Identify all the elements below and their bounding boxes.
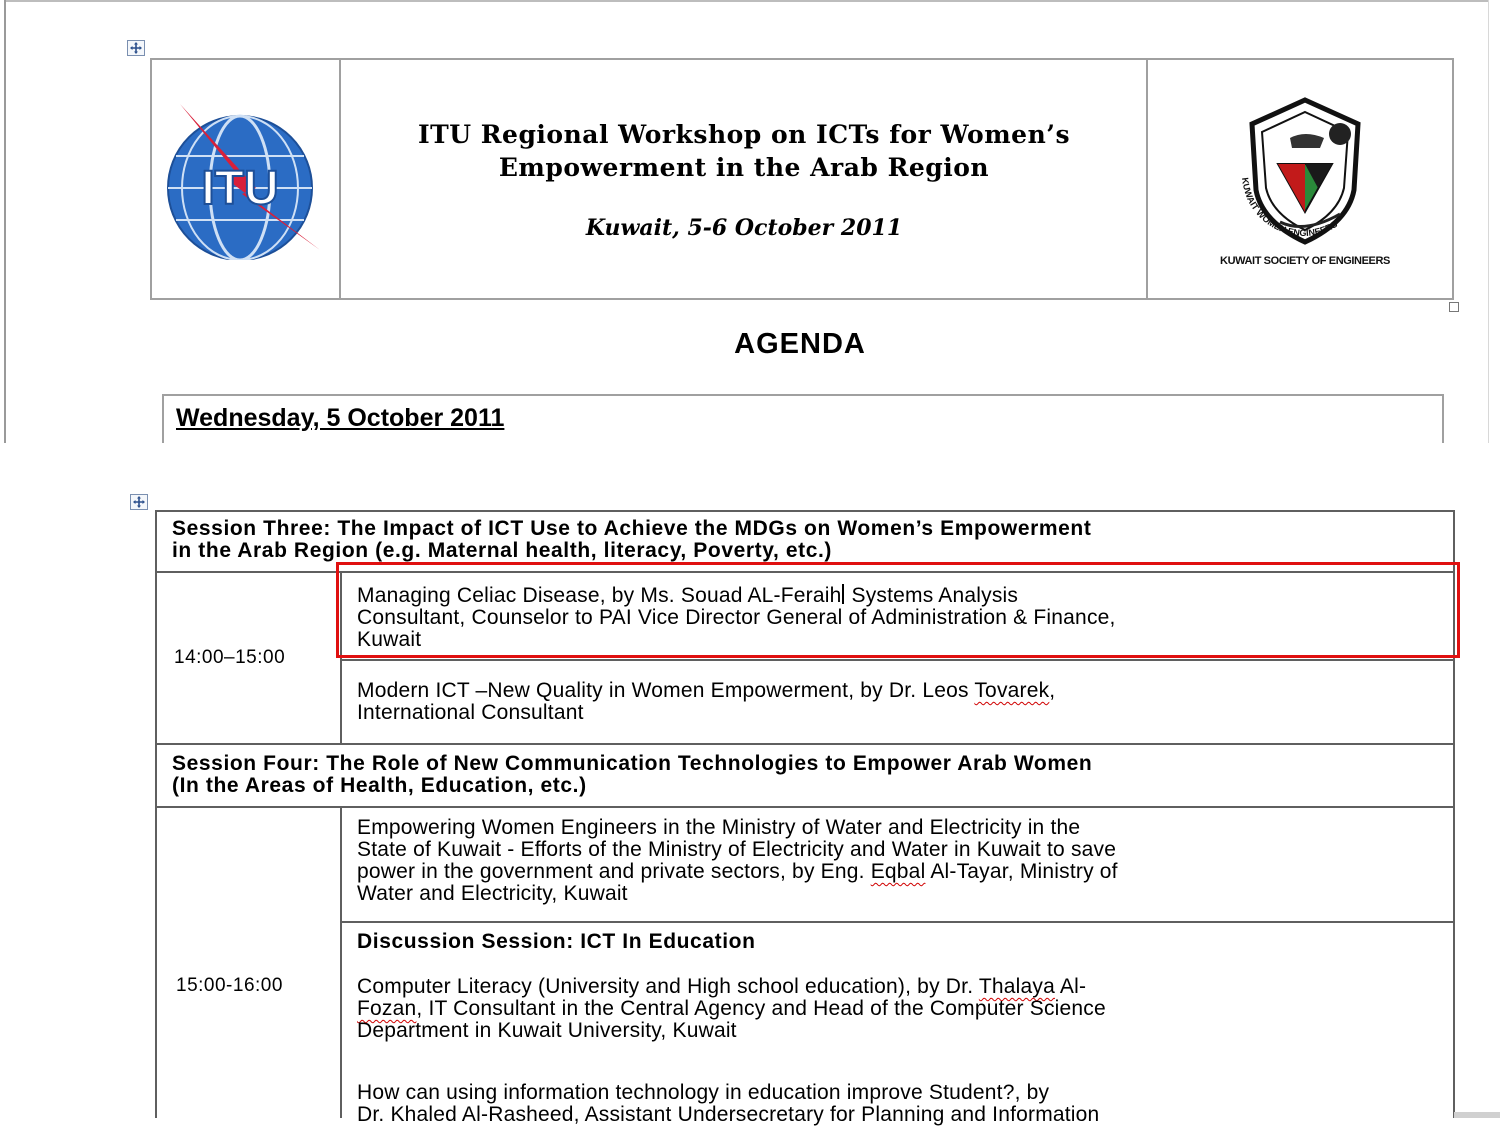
table-border: [340, 806, 342, 1118]
talk-text: Consultant, Counselor to PAI Vice Director General of Administration & Finance,: [357, 606, 1116, 629]
talk-text: How can using information technology in education improve Student?, by: [357, 1081, 1050, 1104]
session-four-talk-3: [357, 1082, 1447, 1126]
workshop-date: Kuwait, 5-6 October 2011: [585, 215, 903, 241]
talk-text: Managing Celiac Disease, by Ms. Souad AL-Feraih: [357, 584, 842, 607]
talk-text: Water and Electricity, Kuwait: [357, 882, 628, 905]
talk-text: Computer Literacy (University and High school education), by Dr.: [357, 975, 979, 998]
talk-text: , IT Consultant in the Central Agency and Head of the Computer Science: [416, 997, 1106, 1020]
misspelled-word: Thalaya: [978, 975, 1056, 998]
misspelled-word: Eqbal: [870, 860, 926, 883]
session-four-heading-line2: (In the Areas of Health, Education, etc.): [172, 774, 587, 797]
talk-text: ,: [1049, 679, 1056, 702]
workshop-title-line2: Empowerment in the Arab Region: [498, 153, 990, 182]
talk-text: Dr. Khaled Al-Rasheed, Assistant Undersecretary for Planning and Information: [357, 1103, 1100, 1126]
highlight-box: [336, 562, 1460, 658]
session-three-heading-line1: Session Three: The Impact of ICT Use to Achieve the MDGs on Women’s Empowerment: [172, 517, 1092, 540]
logo-caption: KUWAIT SOCIETY OF ENGINEERS: [1220, 255, 1390, 267]
misspelled-word: Fozan: [357, 997, 417, 1020]
agenda-title: AGENDA: [734, 328, 866, 360]
logo-ring-text: KUWAIT WOMEN ENGINEERS: [1240, 177, 1340, 239]
itu-logo-text: ITU: [201, 162, 279, 215]
discussion-heading: Discussion Session: ICT In Education: [357, 930, 756, 953]
table-border: [155, 743, 1455, 745]
workshop-title-line1: ITU Regional Workshop on ICTs for Women’s: [417, 120, 1071, 149]
session-four-time: 15:00-16:00: [176, 975, 283, 996]
talk-text: Empowering Women Engineers in the Ministry of Water and Electricity in the: [357, 816, 1081, 839]
session-four-heading: [172, 753, 1447, 797]
misspelled-word: Tovarek: [974, 679, 1050, 702]
talk-text: International Consultant: [357, 701, 584, 724]
session-four-talk-1: [357, 817, 1447, 905]
table-border: [341, 659, 1455, 661]
talk-text: Systems Analysis: [845, 584, 1019, 607]
session-three-time: 14:00–15:00: [174, 647, 286, 668]
talk-text: Modern ICT –New Quality in Women Empowerment, by Dr. Leos: [357, 679, 975, 702]
table-border: [155, 510, 1455, 512]
session-four-talk-2: [357, 976, 1447, 1042]
talk-text: Department in Kuwait University, Kuwait: [357, 1019, 737, 1042]
table-border: [341, 921, 1455, 923]
talk-text: Al-: [1055, 975, 1087, 998]
talk-text: State of Kuwait - Efforts of the Ministry of Electricity and Water in Kuwait to save: [357, 838, 1117, 861]
talk-text: Al-Tayar, Ministry of: [925, 860, 1118, 883]
session-four-heading-line1: Session Four: The Role of New Communication Technologies to Empower Arab Women: [172, 752, 1093, 775]
session-three-talk-2: [357, 680, 1447, 724]
session-three-heading: [172, 518, 1447, 562]
session-three-heading-line2: in the Arab Region (e.g. Maternal health, literacy, Poverty, etc.): [172, 539, 833, 562]
talk-text: Kuwait: [357, 628, 422, 651]
scrollbar-corner[interactable]: [1454, 1112, 1500, 1118]
day-label: Wednesday, 5 October 2011: [176, 404, 505, 432]
talk-text: power in the government and private sectors, by Eng.: [357, 860, 871, 883]
table-border: [155, 510, 157, 1118]
table-border: [155, 806, 1455, 808]
